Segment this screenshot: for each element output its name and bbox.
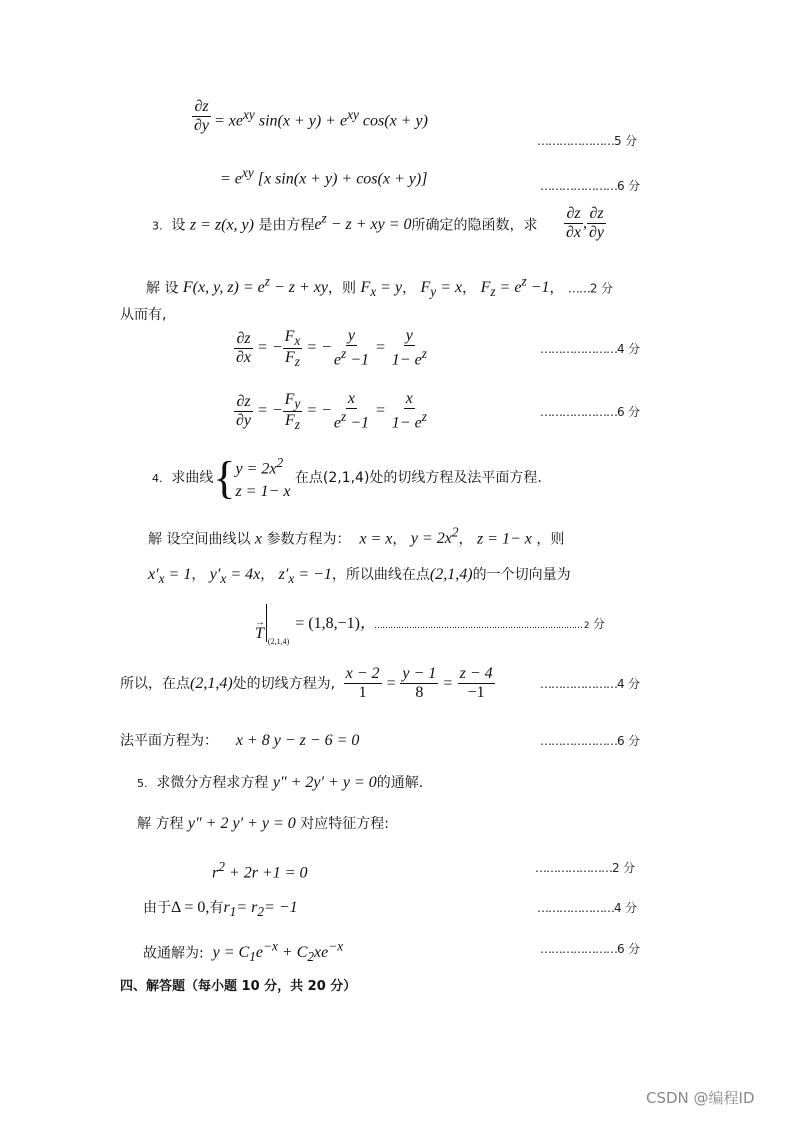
- s4-tangent-line: 所以，在点 (2,1,4) 处的切线方程为, $\frac{x - 2}{1}$ = $\frac{y - 1}{8}$ = $\frac{z - 4}{-1}$: [120, 665, 493, 702]
- score-4b: …………………4 分: [540, 677, 641, 691]
- score-5: …………………5 分: [537, 134, 638, 148]
- q3-statement: 3. 设 z = z(x, y) 是由方程$e^z - z$ + xy = 0所确定的隐函数，求: [152, 211, 538, 234]
- s5-roots: 由于Δ = 0,有$r_1= r_2= -1$: [143, 899, 298, 920]
- s3-therefore: 从而有,: [120, 307, 167, 323]
- s3-dzdy: $\frac{\partial z}{\partial y}$ = − $\frac{F_y}{F_z}$ = − $\frac{x}{e^z -1}$ = $\frac{x}{1- e^z}$: [236, 390, 427, 433]
- s4-param: 解 设空间曲线以 x 参数方程为： x = x， $y = 2x^2$， z = 1− x ，则: [148, 525, 565, 548]
- eval-bar: [266, 604, 267, 642]
- score-6d: …………………6 分: [540, 942, 641, 956]
- curve-eq-2: z = 1− x: [235, 482, 291, 500]
- s4-normal-plane: 法平面方程为： x + 8 y − z − 6 = 0: [120, 732, 360, 749]
- s4-derivs: $x'_x = 1$， $y'_x = 4x$， $z'_x = -1$，所以曲线在点(2,1,4)的一个切向量为: [148, 566, 571, 587]
- section-4-heading: 四、解答题（每小题 10 分，共 20 分）: [120, 979, 357, 994]
- csdn-watermark: CSDN @编程ID: [646, 1089, 755, 1107]
- score-2b: …………………………………………………………………… 2 分: [374, 617, 606, 631]
- partial-z-y-fraction: [192, 98, 211, 136]
- p1-line2: = $e^{xy}$ [x sin(x + y) + cos(x + y)]: [220, 165, 428, 188]
- char-equation: $r^2 + 2r +1 = 0$: [212, 859, 308, 882]
- score-6a: …………………6 分: [540, 179, 641, 193]
- q5-statement: 5. 求微分方程求方程 y″ + 2y′ + y = 0的通解.: [137, 774, 424, 791]
- score-2c: …………………2 分: [535, 861, 636, 875]
- frac-den: ∂y: [194, 117, 210, 135]
- s3-setup: 解 设 F(x, y, $z) = e^z - z$ + xy，则 $F_x = y$， $F_y = x$， $F_z = e^z -1$， ……2 分: [146, 274, 613, 300]
- score-6c: …………………6 分: [540, 734, 641, 748]
- p1-line1: = $xe^{xy}$ $\sin(x + y) + e^{xy}$ cos(x + y): [214, 107, 428, 130]
- left-brace: {: [213, 452, 236, 503]
- score-4a: …………………4 分: [540, 342, 641, 356]
- score-4c: …………………4 分: [537, 901, 638, 915]
- frac-num: ∂z: [192, 98, 210, 117]
- s3-dzdx: $\frac{\partial z}{\partial x}$ = − $\frac{F_x}{F_z}$ = − $\frac{y}{e^z -1}$ = $\frac{y}{1- e^z}$: [236, 327, 427, 370]
- score-6b: …………………6 分: [540, 405, 641, 419]
- q4-statement: 4. 求曲线 { $y = 2x^2$ z = 1− x 在点(2,1,4)处的切线方程及法平面方程.: [152, 452, 542, 503]
- q3-fractions: $\frac{\partial z}{\partial x}$ , $\frac{\partial z}{\partial y}$: [566, 205, 605, 242]
- s5-solution: 故通解为: $y = C_1e^{-x} + C_2xe^{-x}$: [143, 939, 344, 965]
- tangent-vector: → T (2,1,4) = (1,8,−1) ，: [255, 604, 376, 642]
- curve-eq-1: $y = 2x^2$: [235, 455, 284, 478]
- s5-intro: 解 方程 y″ + 2 y′ + y = 0 对应特征方程:: [137, 815, 389, 832]
